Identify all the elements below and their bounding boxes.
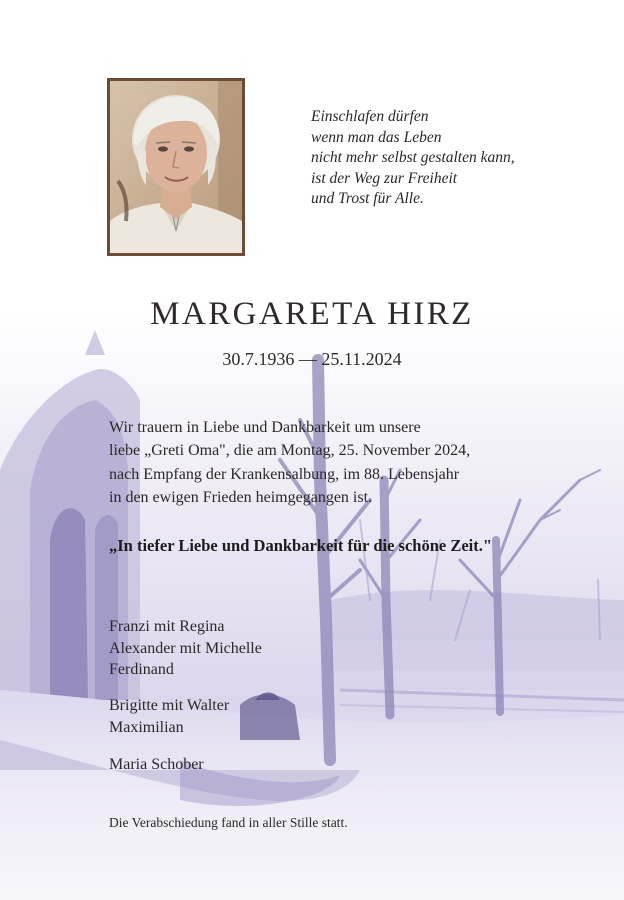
mourner-name: Franzi mit Regina — [109, 618, 225, 635]
announcement-line: liebe „Greti Oma", die am Montag, 25. November 2024, — [109, 442, 471, 460]
mourner-name: Brigitte mit Walter — [109, 697, 230, 714]
announcement-line: in den ewigen Frieden heimgegangen ist. — [109, 488, 373, 506]
poem-line: und Trost für Alle. — [311, 190, 424, 208]
mourner-name: Maria Schober — [109, 756, 204, 773]
mourner-name: Ferdinand — [109, 661, 174, 678]
announcement-line: nach Empfang der Krankensalbung, im 88. Lebensjahr — [109, 465, 460, 483]
portrait-illustration — [110, 81, 242, 253]
deceased-name: MARGARETA HIRZ — [150, 296, 474, 332]
poem-line: Einschlafen dürfen — [311, 108, 429, 125]
announcement-line: Wir trauern in Liebe und Dankbarkeit um unsere — [109, 419, 421, 436]
portrait-photo — [107, 78, 245, 256]
poem — [311, 107, 601, 210]
poem-line: nicht mehr selbst gestalten kann, — [311, 149, 515, 167]
closing-note: Die Verabschiedung fand in aller Stille statt. — [109, 815, 348, 830]
mourner-name: Maximilian — [109, 718, 184, 736]
mourner-name: Alexander mit Michelle — [109, 639, 262, 657]
mourners-group-1 — [109, 616, 262, 681]
poem-line: wenn man das Leben — [311, 128, 442, 146]
motto-quote: „In tiefer Liebe und Dankbarkeit für die schöne Zeit." — [109, 536, 493, 555]
announcement-text — [109, 416, 549, 509]
mourners-group-2 — [109, 695, 229, 738]
poem-line: ist der Weg zur Freiheit — [311, 169, 458, 187]
life-dates: 30.7.1936 — 25.11.2024 — [222, 349, 402, 369]
mourners-group-3 — [109, 754, 204, 776]
